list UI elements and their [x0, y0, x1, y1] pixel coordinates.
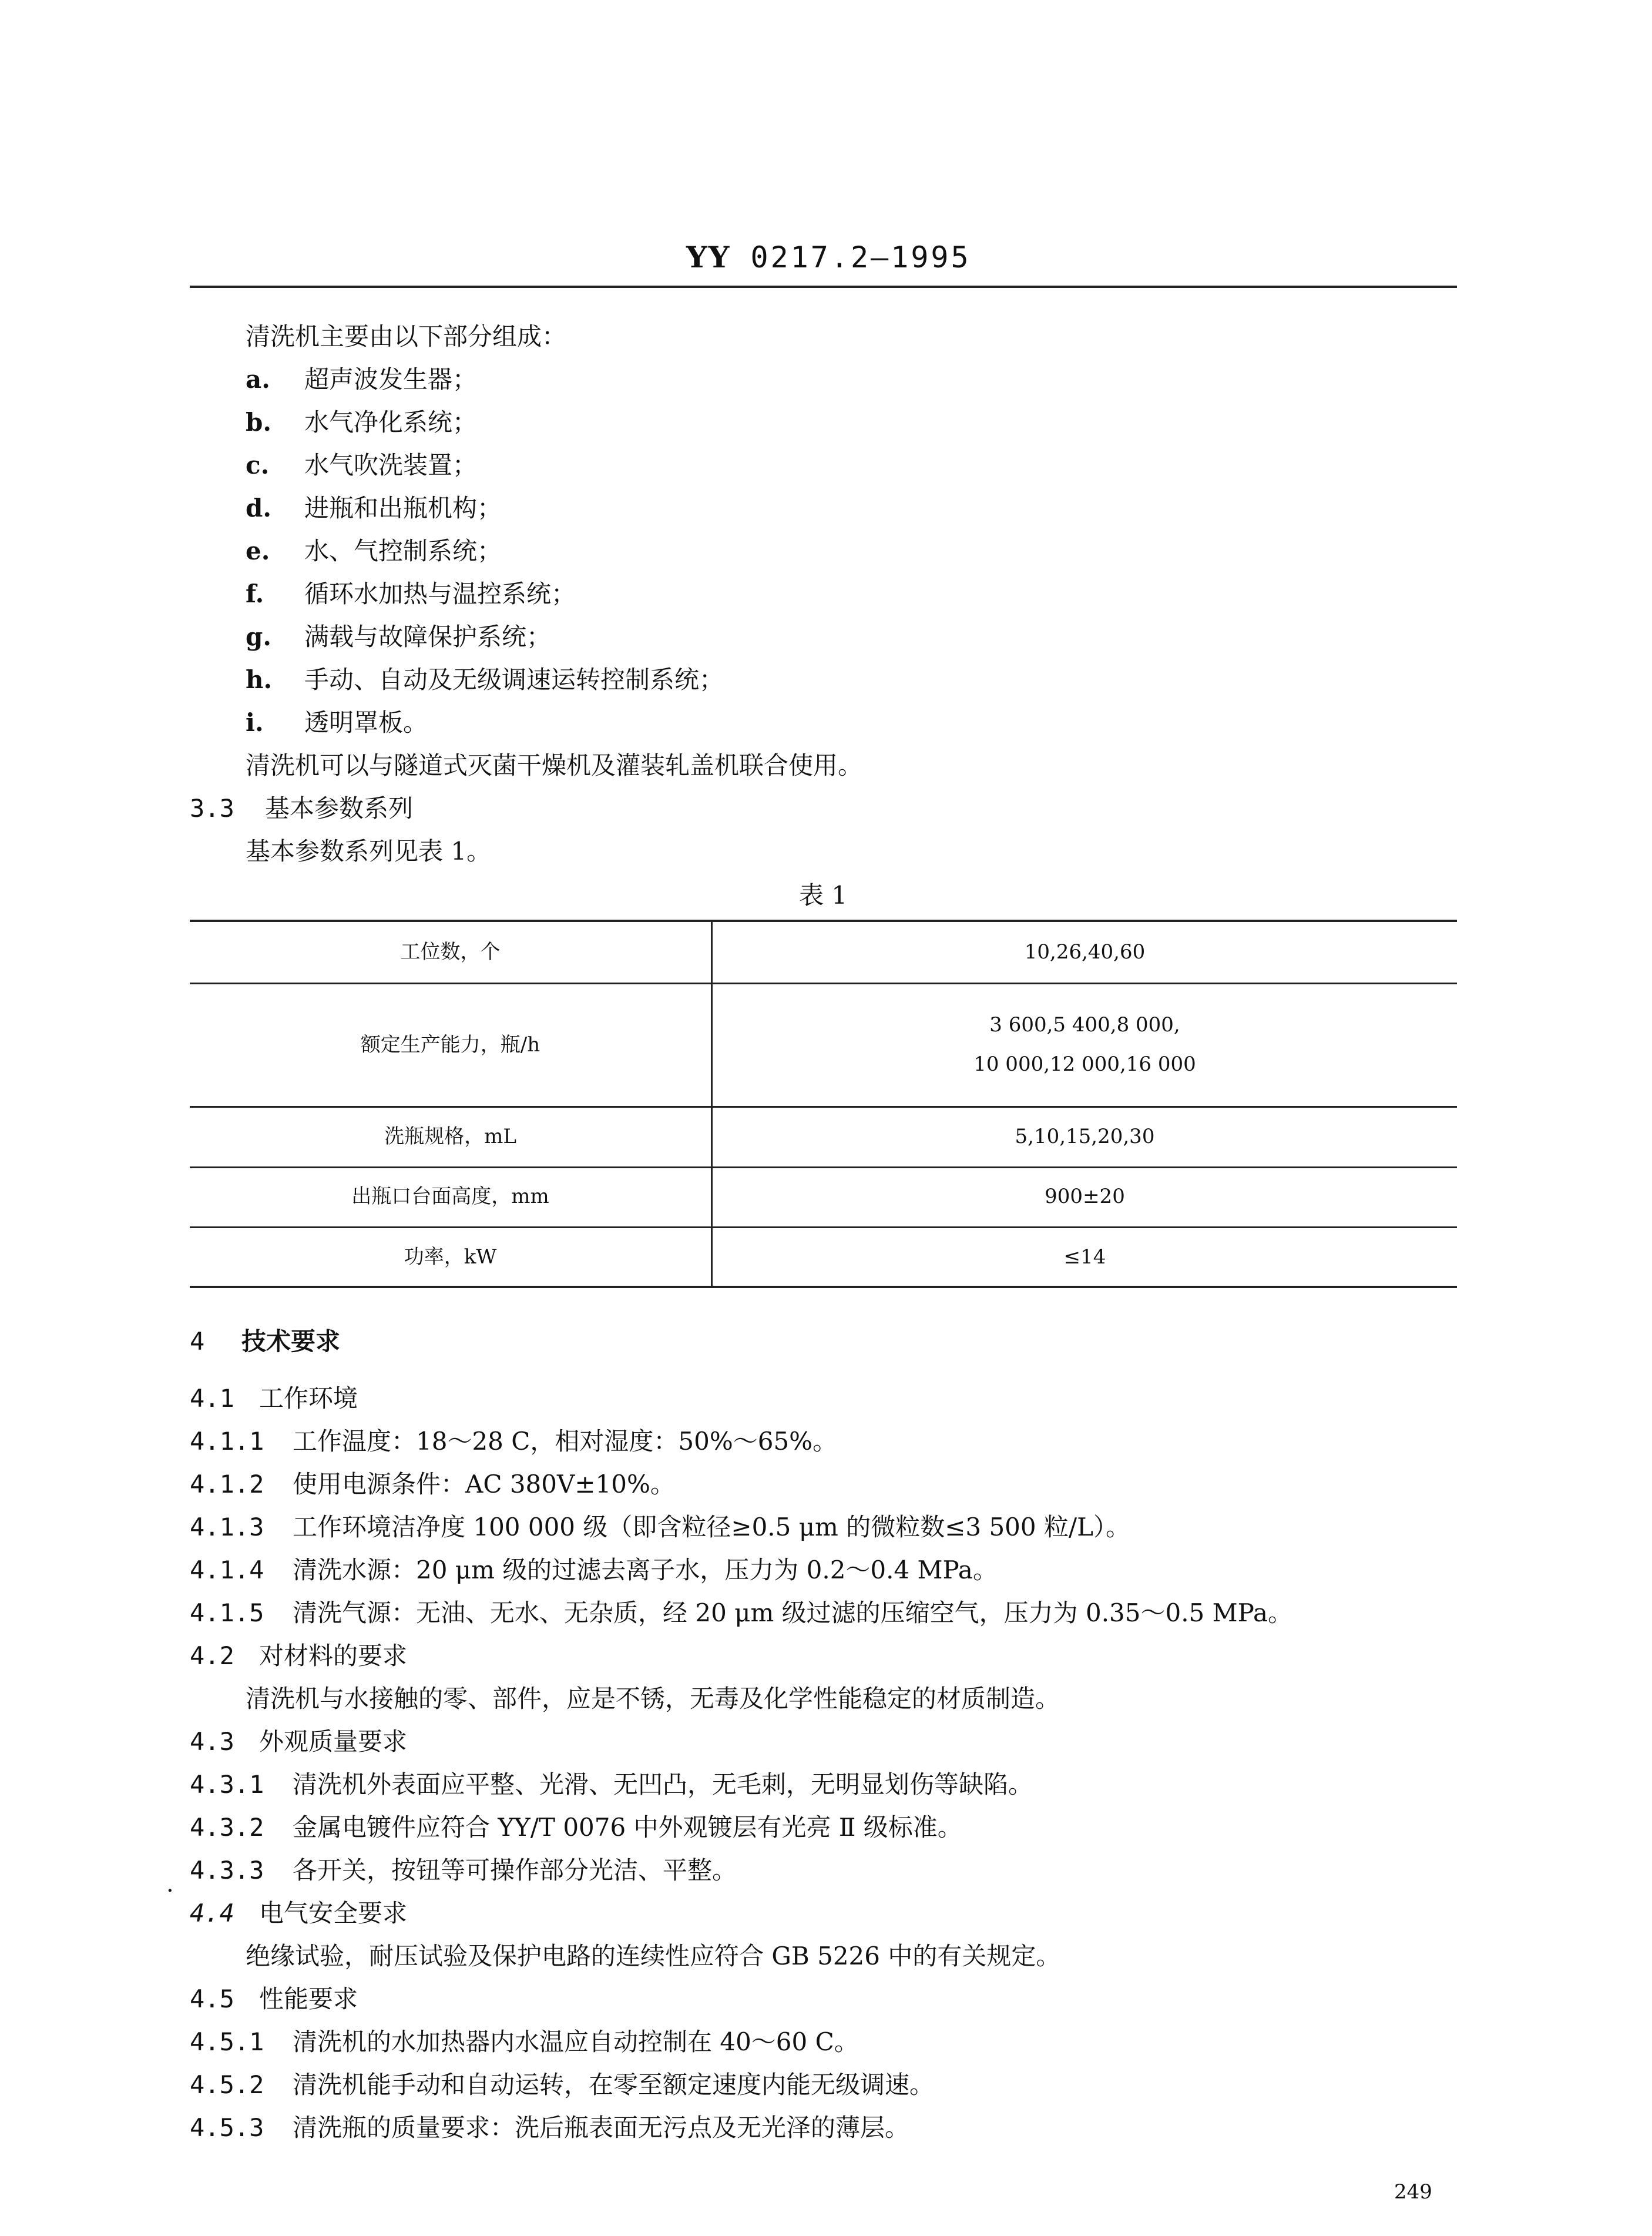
- stray-mark: .: [166, 1870, 174, 1898]
- clause-4-1-4: 4.1.4 清洗水源：20 μm 级的过滤去离子水，压力为 0.2～0.4 MPa。: [190, 1556, 998, 1584]
- list-item: c. 水气吹洗装置；: [246, 451, 478, 480]
- list-item: g. 满载与故障保护系统；: [246, 622, 552, 651]
- table-cell-value: 900±20: [1045, 1185, 1125, 1208]
- list-item: a. 超声波发生器；: [246, 365, 478, 394]
- table-cell-label: 工位数，个: [400, 940, 501, 964]
- clause-4-3-2: 4.3.2 金属电镀件应符合 YY/T 0076 中外观镀层有光亮 Ⅱ 级标准。: [190, 1813, 962, 1842]
- list-item: b. 水气净化系统；: [246, 408, 478, 437]
- clause-4-3: 4.3 外观质量要求: [190, 1727, 408, 1756]
- table-cell-value: ≤14: [1063, 1245, 1106, 1269]
- clause-4-1-5: 4.1.5 清洗气源：无油、无水、无杂质，经 20 μm 级过滤的压缩空气，压力为 0.35～0.5 MPa。: [190, 1598, 1293, 1627]
- table-row-divider: [190, 1226, 1457, 1228]
- clause-4-5-2: 4.5.2 清洗机能手动和自动运转，在零至额定速度内能无级调速。: [190, 2070, 935, 2099]
- clause-4-3-3: 4.3.3 各开关，按钮等可操作部分光洁、平整。: [190, 1856, 737, 1885]
- standard-code: YY 0217.2—1995: [686, 240, 971, 274]
- table-caption: 表 1: [799, 881, 848, 910]
- table-top-rule: [190, 920, 1457, 922]
- table-cell-value: 3 600,5 400,8 000,: [989, 1013, 1180, 1037]
- table-column-divider: [711, 920, 713, 1288]
- clause-4-5-3: 4.5.3 清洗瓶的质量要求：洗后瓶表面无污点及无光泽的薄层。: [190, 2113, 910, 2142]
- list-item: i. 透明罩板。: [246, 708, 428, 737]
- table-bottom-rule: [190, 1286, 1457, 1288]
- table-cell-label: 洗瓶规格，mL: [384, 1125, 516, 1148]
- table-cell-label: 功率，kW: [404, 1245, 497, 1269]
- combined-use-text: 清洗机可以与隧道式灭菌干燥机及灌装轧盖机联合使用。: [246, 751, 863, 780]
- clause-4-2-body: 清洗机与水接触的零、部件，应是不锈，无毒及化学性能稳定的材质制造。: [246, 1684, 1060, 1713]
- header-rule: [190, 286, 1457, 288]
- list-item: d. 进瓶和出瓶机构；: [246, 494, 502, 522]
- clause-4-5: 4.5 性能要求: [190, 1984, 358, 2013]
- clause-4-2: 4.2 对材料的要求: [190, 1641, 408, 1670]
- section-3-3-body: 基本参数系列见表 1。: [246, 837, 492, 866]
- clause-4-1-1: 4.1.1 工作温度：18～28 C，相对湿度：50%～65%。: [190, 1427, 838, 1456]
- clause-4-5-1: 4.5.1 清洗机的水加热器内水温应自动控制在 40～60 C。: [190, 2027, 859, 2056]
- intro-lead: 清洗机主要由以下部分组成：: [246, 322, 567, 351]
- table-row-divider: [190, 983, 1457, 984]
- clause-4-3-1: 4.3.1 清洗机外表面应平整、光滑、无凹凸，无毛刺，无明显划伤等缺陷。: [190, 1770, 1033, 1799]
- page-number: 249: [1394, 2180, 1432, 2204]
- clause-4-1: 4.1 工作环境: [190, 1384, 358, 1413]
- clause-4-4-body: 绝缘试验，耐压试验及保护电路的连续性应符合 GB 5226 中的有关规定。: [246, 1942, 1061, 1970]
- table-cell-label: 额定生产能力，瓶/h: [360, 1033, 540, 1057]
- table-cell-value: 5,10,15,20,30: [1015, 1125, 1155, 1148]
- list-item: e. 水、气控制系统；: [246, 537, 502, 565]
- table-row-divider: [190, 1106, 1457, 1108]
- clause-4-1-2: 4.1.2 使用电源条件：AC 380V±10%。: [190, 1470, 675, 1499]
- section-4-heading: 4 技术要求: [190, 1327, 341, 1356]
- table-cell-value: 10 000,12 000,16 000: [973, 1052, 1196, 1076]
- table-cell-label: 出瓶口台面高度，mm: [351, 1185, 549, 1208]
- table-cell-value: 10,26,40,60: [1024, 940, 1146, 964]
- list-item: f. 循环水加热与温控系统；: [246, 579, 576, 608]
- clause-4-1-3: 4.1.3 工作环境洁净度 100 000 级（即含粒径≥0.5 μm 的微粒数≤3 500 粒/L）。: [190, 1513, 1131, 1541]
- clause-4-4: 4.4 电气安全要求: [190, 1899, 408, 1927]
- section-3-3-heading: 3.3 基本参数系列: [190, 794, 414, 823]
- list-item: h. 手动、自动及无级调速运转控制系统；: [246, 665, 724, 694]
- table-row-divider: [190, 1166, 1457, 1168]
